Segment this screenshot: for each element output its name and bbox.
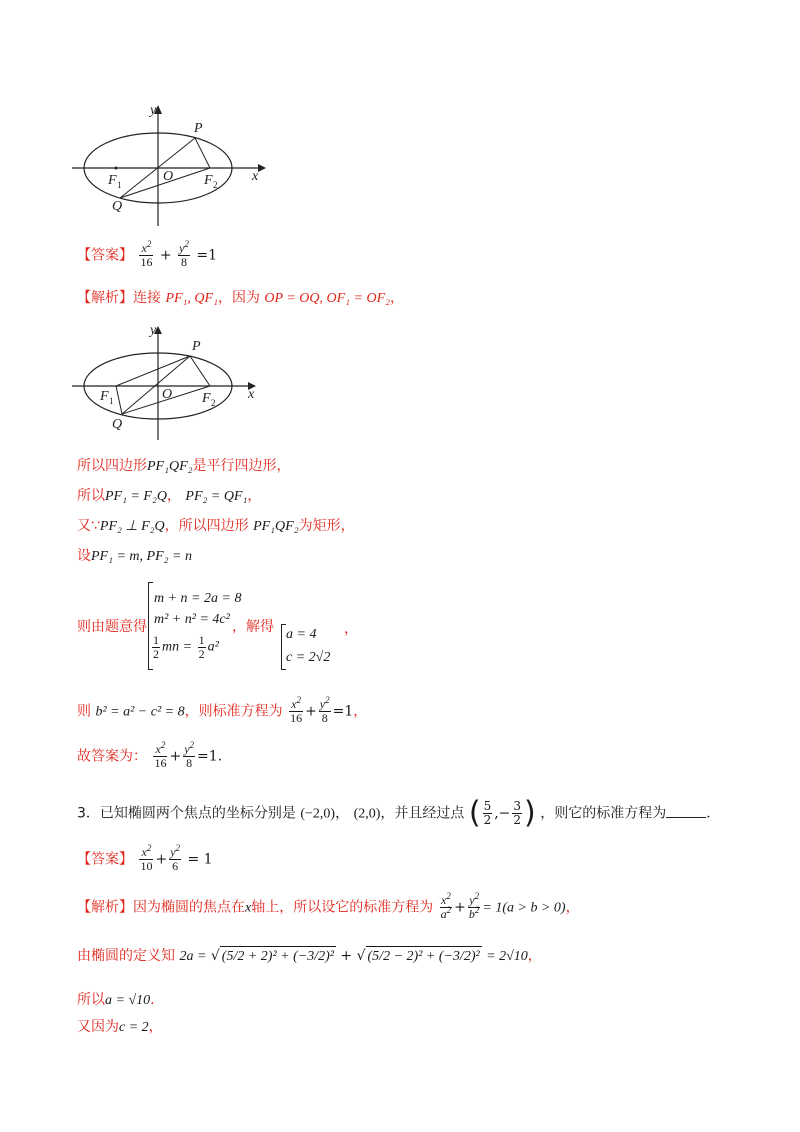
svg-text:2: 2	[211, 398, 216, 408]
label-f1: F	[108, 173, 117, 188]
system-row-2: m² + n² = 4c²	[154, 612, 230, 627]
answer-1: 【答案】 $\frac{x^2}{16}$ + $\frac{y^2}{8}$ =1	[77, 239, 218, 269]
system-row-3: $\frac{1}{2}$ mn = $\frac{1}{2}$ a²	[153, 633, 219, 661]
step-parallelogram: 所以四边形PF₁QF₂是平行四边形，	[77, 458, 291, 474]
ellipse-definition: 由椭圆的定义知 2a = √ (5/2 + 2)² + (−3/2)² + √ (5/2 − 2)² + (−3/2)² = 2√10，	[77, 946, 542, 967]
step-rectangle: 又∵PF₂ ⊥ F₂Q，所以四边形 PF₁QF₂为矩形，	[77, 518, 355, 534]
label-x: x	[252, 169, 259, 184]
step-final-answer: 故答案为： $\frac{x^2}{16}$ + $\frac{y^2}{8}$ =1.	[77, 740, 223, 770]
answer-blank[interactable]	[666, 805, 706, 818]
svg-text:1: 1	[117, 180, 122, 190]
step-c-value: 又因为c = 2，	[77, 1019, 163, 1035]
step-a-value: 所以a = √10.	[77, 992, 155, 1008]
svg-text:O: O	[162, 387, 173, 402]
label-q: Q	[112, 199, 123, 214]
solution-a: a = 4	[286, 627, 317, 642]
label-y: y	[150, 103, 157, 118]
label-p: P	[194, 121, 203, 136]
analysis-3: 【解析】因为椭圆的焦点在x轴上，所以设它的标准方程为 $\frac{x^2}{a^2}$ + $\frac{y^2}{b^2}$ = 1(a > b > 0)，	[77, 891, 580, 921]
system-row-1: m + n = 2a = 8	[154, 591, 242, 606]
problem-3: 3．已知椭圆两个焦点的坐标分别是 (−2,0)， (2,0)，并且经过点 ( $\frac{5}{2}$ ,− $\frac{3}{2}$ ) ，则它的标准方程为 .	[77, 795, 711, 831]
label-f2: F	[204, 173, 213, 188]
svg-text:Q: Q	[112, 417, 123, 432]
answer-3: 【答案】 $\frac{x^2}{10}$ + $\frac{y^2}{6}$ = 1	[77, 843, 213, 873]
ellipse-figure-2	[70, 322, 270, 447]
svg-text:F: F	[202, 391, 211, 406]
step-system: 则由题意得	[77, 619, 147, 635]
svg-text:1: 1	[109, 396, 114, 406]
solution-c: c = 2√2	[286, 650, 331, 665]
svg-text:x: x	[248, 387, 255, 402]
svg-text:y: y	[150, 323, 157, 338]
step-equal-sides: 所以PF₁ = F₂Q， PF₂ = QF₁，	[77, 488, 262, 504]
svg-text:F: F	[100, 389, 109, 404]
label-o: O	[163, 169, 174, 184]
ellipse-figure-1	[70, 100, 270, 230]
step-b-squared: 则 b² = a² − c² = 8，则标准方程为 $\frac{x^2}{16}$ + $\frac{y^2}{8}$ =1，	[77, 695, 368, 725]
svg-text:P: P	[192, 339, 201, 354]
step-let: 设PF₁ = m, PF₂ = n	[77, 548, 192, 564]
svg-text:2: 2	[213, 180, 218, 190]
analysis-1: 【解析】连接 PF₁, QF₁，因为 OP = OQ, OF₁ = OF₂，	[77, 290, 404, 306]
